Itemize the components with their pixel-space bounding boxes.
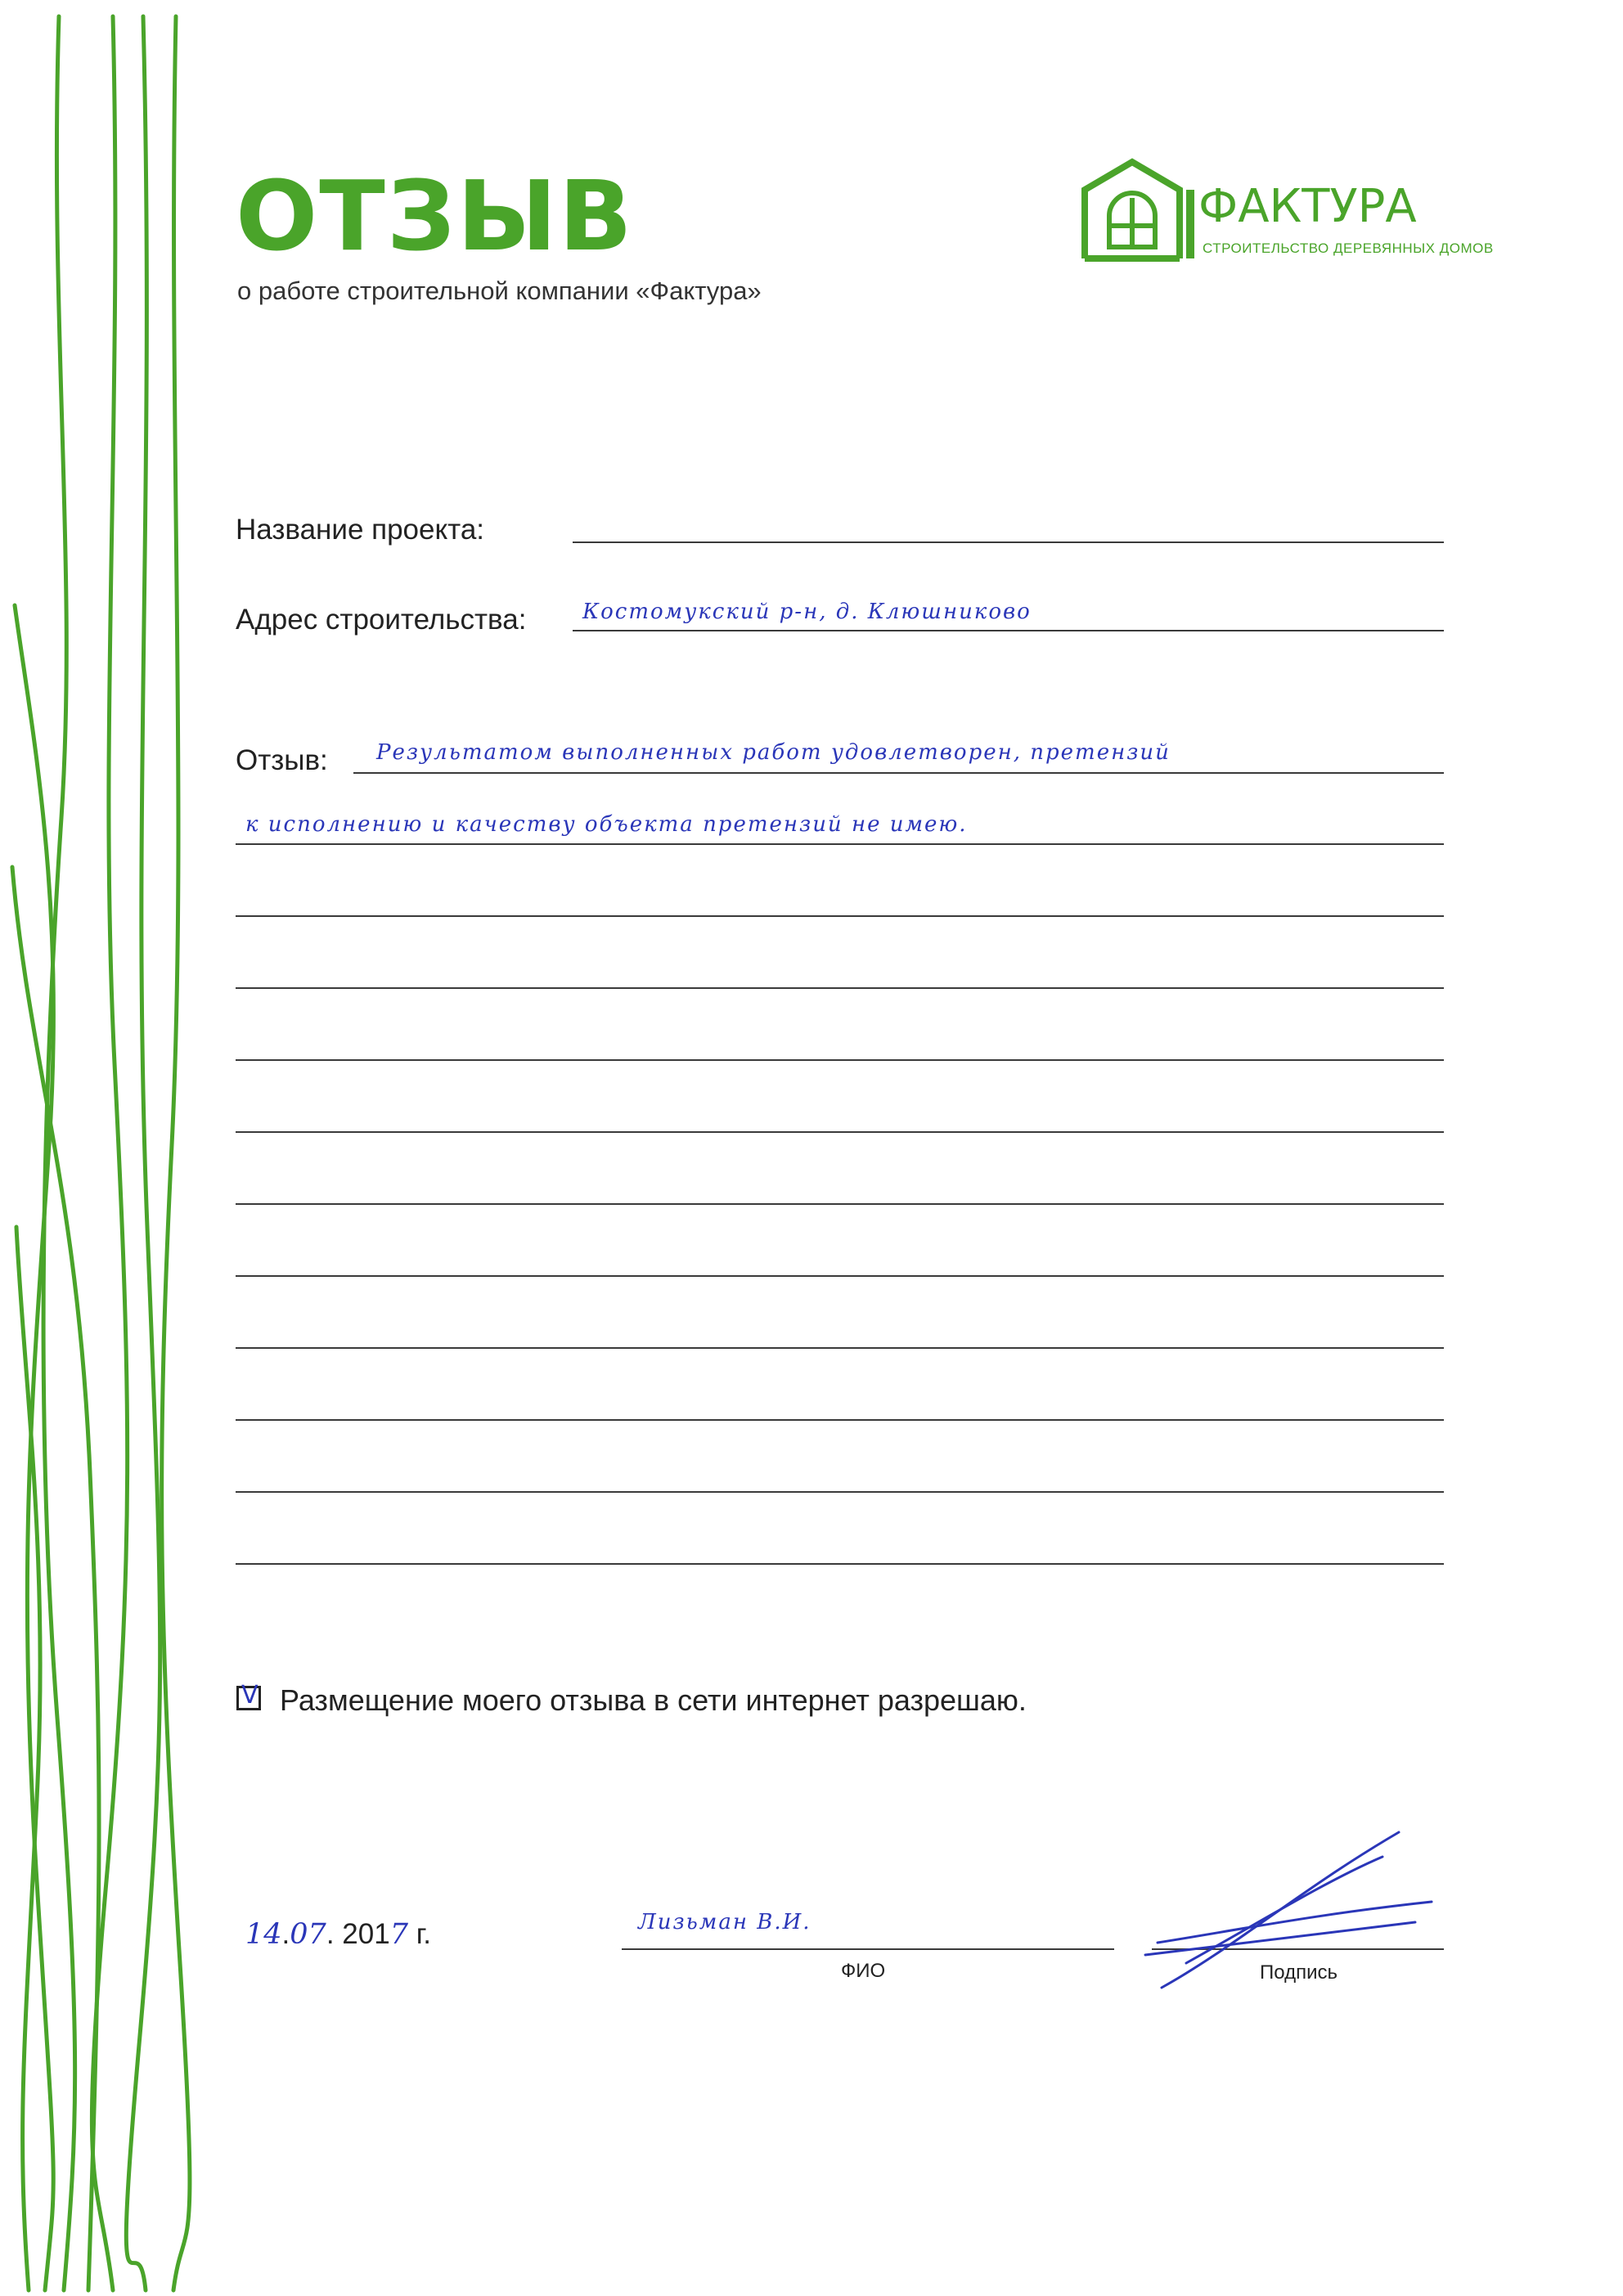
fio-line xyxy=(622,1948,1114,1950)
review-line-9 xyxy=(236,1347,1444,1349)
consent-checkbox[interactable] xyxy=(236,1681,261,1710)
date-year-digit: 7 xyxy=(389,1918,408,1951)
review-line-6 xyxy=(236,1131,1444,1133)
review-line-10 xyxy=(236,1419,1444,1421)
fio-caption: ФИО xyxy=(841,1960,886,1982)
date-month: 07 xyxy=(290,1918,326,1951)
review-text-line-1: Результатом выполненных работ удовлетворен, претензий xyxy=(376,740,1171,765)
page-title: ОТЗЫВ xyxy=(236,160,634,272)
project-name-label: Название проекта: xyxy=(236,514,485,546)
address-line xyxy=(573,630,1444,631)
check-mark-icon: V xyxy=(241,1681,259,1710)
consent-text: Размещение моего отзыва в сети интернет разрешаю. xyxy=(280,1683,1027,1717)
review-line-1 xyxy=(353,772,1444,774)
review-line-8 xyxy=(236,1275,1444,1277)
review-line-7 xyxy=(236,1203,1444,1205)
date-day: 14 xyxy=(245,1918,282,1951)
date-row: 14.07. 2017 г. xyxy=(245,1918,431,1951)
brand-name: ФАКТУРА xyxy=(1198,180,1417,233)
review-label: Отзыв: xyxy=(236,744,328,776)
brand-tagline: СТРОИТЕЛЬСТВО ДЕРЕВЯННЫХ ДОМОВ xyxy=(1203,240,1494,256)
project-name-line xyxy=(573,541,1444,543)
date-year-suffix: г. xyxy=(416,1918,431,1950)
review-line-3 xyxy=(236,915,1444,917)
review-line-11 xyxy=(236,1491,1444,1493)
review-line-4 xyxy=(236,987,1444,989)
page-subtitle: о работе строительной компании «Фактура» xyxy=(237,276,762,305)
review-line-12 xyxy=(236,1563,1444,1565)
review-line-2 xyxy=(236,843,1444,845)
date-year-prefix: 201 xyxy=(342,1918,390,1950)
signature-caption: Подпись xyxy=(1260,1961,1338,1984)
review-text-line-2: к исполнению и качеству объекта претензий не имею. xyxy=(245,812,968,837)
review-line-5 xyxy=(236,1059,1444,1061)
address-value: Костомукский р-н, д. Клюшниково xyxy=(582,600,1032,624)
address-label: Адрес строительства: xyxy=(236,604,527,636)
fio-value: Лизьман В.И. xyxy=(638,1910,812,1934)
